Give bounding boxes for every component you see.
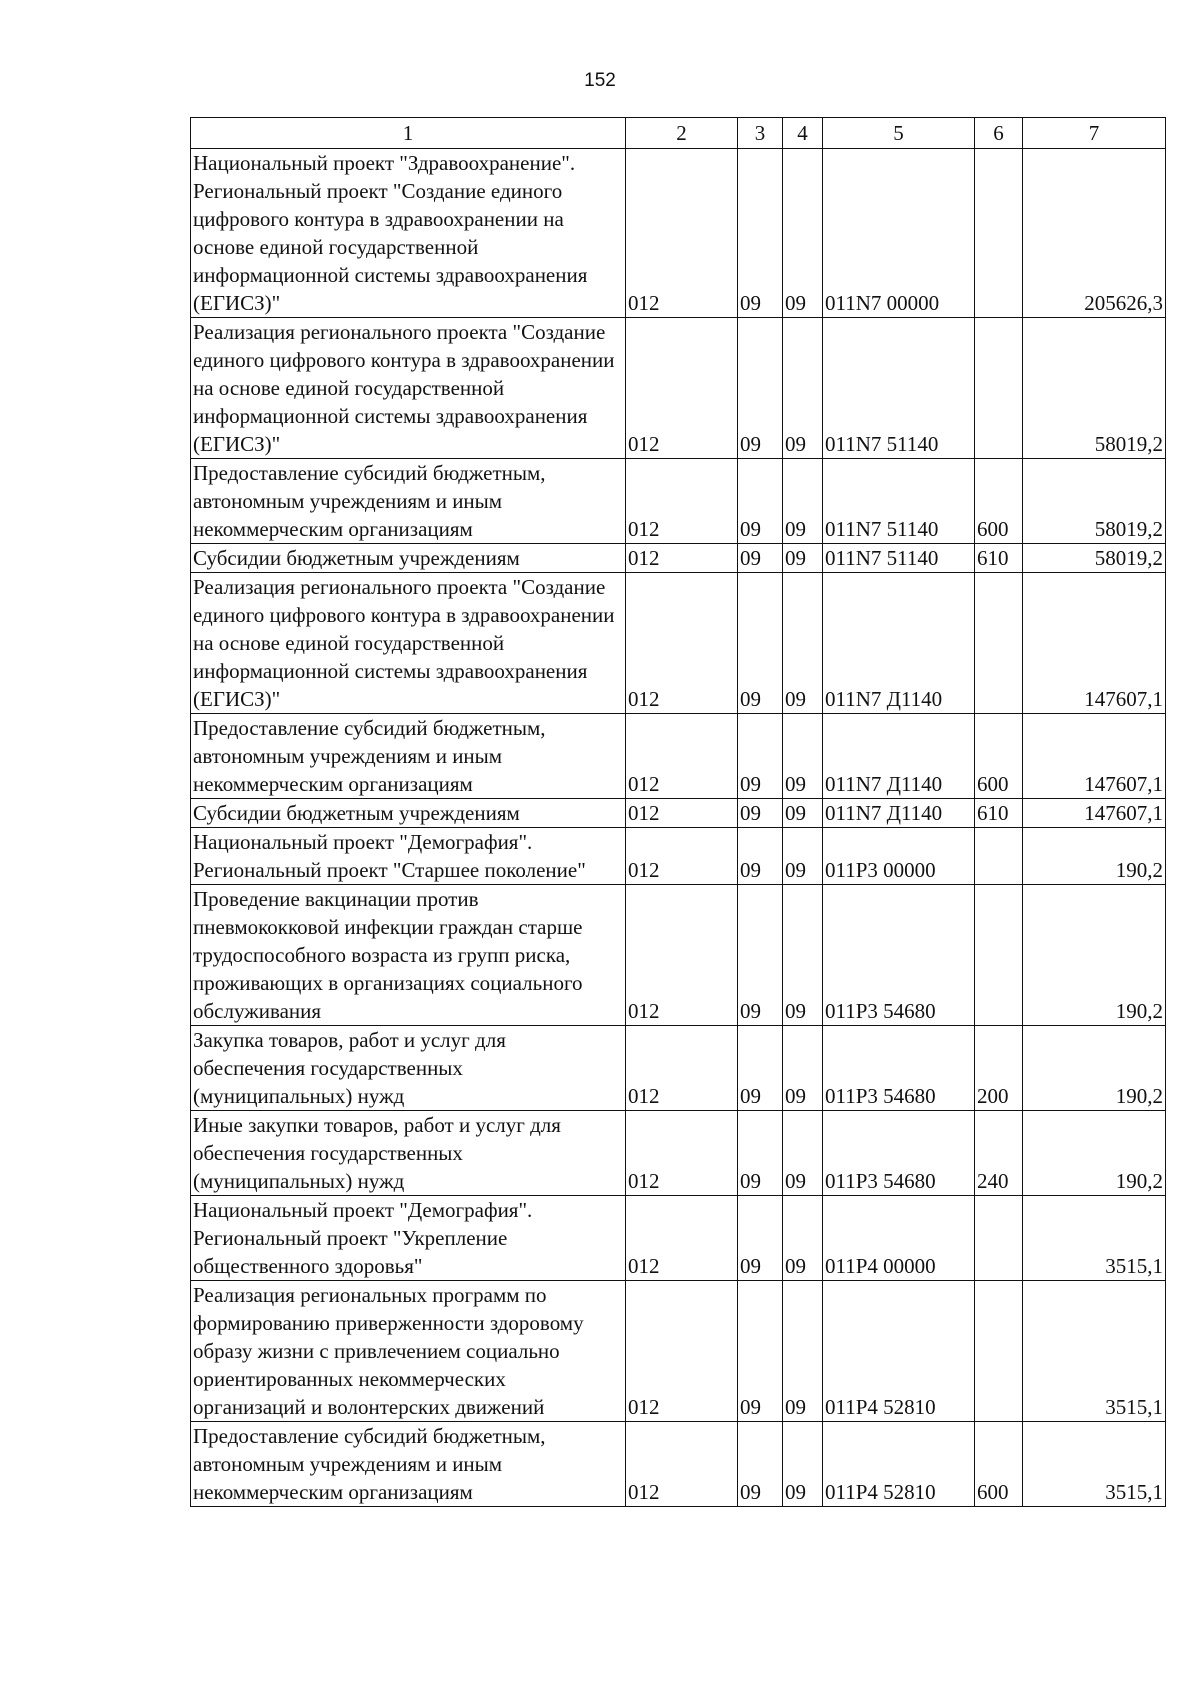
section-code-cell: 09 xyxy=(738,1111,783,1196)
column-header: 1 xyxy=(191,118,626,149)
subsection-code-cell: 09 xyxy=(783,1111,823,1196)
target-article-cell: 011P3 54680 xyxy=(823,885,975,1026)
expense-type-cell: 200 xyxy=(975,1026,1023,1111)
section-code-cell: 09 xyxy=(738,828,783,885)
row-name-cell: Реализация региональных программ по формированию приверженности здоровому образу жизни с привлечением социально ориентированных некоммерческих организаций и волонтерских движений xyxy=(191,1281,626,1422)
row-name-cell: Предоставление субсидий бюджетным, автономным учреждениям и иным некоммерческим организациям xyxy=(191,1422,626,1507)
target-article-cell: 011N7 51140 xyxy=(823,544,975,573)
expense-type-cell xyxy=(975,1196,1023,1281)
subsection-code-cell: 09 xyxy=(783,828,823,885)
target-article-cell: 011P3 54680 xyxy=(823,1026,975,1111)
section-code-cell: 09 xyxy=(738,799,783,828)
row-name-cell: Субсидии бюджетным учреждениям xyxy=(191,544,626,573)
amount-cell: 190,2 xyxy=(1023,1026,1166,1111)
ministry-code-cell: 012 xyxy=(626,1281,738,1422)
section-code-cell: 09 xyxy=(738,573,783,714)
section-code-cell: 09 xyxy=(738,459,783,544)
target-article-cell: 011N7 51140 xyxy=(823,318,975,459)
amount-cell: 190,2 xyxy=(1023,885,1166,1026)
amount-cell: 205626,3 xyxy=(1023,149,1166,318)
section-code-cell: 09 xyxy=(738,1026,783,1111)
subsection-code-cell: 09 xyxy=(783,149,823,318)
section-code-cell: 09 xyxy=(738,544,783,573)
target-article-cell: 011P4 52810 xyxy=(823,1422,975,1507)
amount-cell: 58019,2 xyxy=(1023,318,1166,459)
target-article-cell: 011P4 00000 xyxy=(823,1196,975,1281)
subsection-code-cell: 09 xyxy=(783,459,823,544)
target-article-cell: 011N7 Д1140 xyxy=(823,573,975,714)
ministry-code-cell: 012 xyxy=(626,573,738,714)
expense-type-cell xyxy=(975,1281,1023,1422)
target-article-cell: 011P3 54680 xyxy=(823,1111,975,1196)
table-row xyxy=(191,1196,1166,1281)
expense-type-cell: 610 xyxy=(975,544,1023,573)
amount-cell: 147607,1 xyxy=(1023,573,1166,714)
ministry-code-cell: 012 xyxy=(626,1196,738,1281)
amount-cell: 190,2 xyxy=(1023,1111,1166,1196)
expense-type-cell xyxy=(975,318,1023,459)
ministry-code-cell: 012 xyxy=(626,1026,738,1111)
table-row xyxy=(191,885,1166,1026)
column-header: 7 xyxy=(1023,118,1166,149)
row-name-cell: Реализация регионального проекта "Создание единого цифрового контура в здравоохранении на основе единой государственной информационной системы здравоохранения (ЕГИСЗ)" xyxy=(191,573,626,714)
column-header: 5 xyxy=(823,118,975,149)
amount-cell: 3515,1 xyxy=(1023,1422,1166,1507)
table-row xyxy=(191,544,1166,573)
subsection-code-cell: 09 xyxy=(783,714,823,799)
subsection-code-cell: 09 xyxy=(783,885,823,1026)
section-code-cell: 09 xyxy=(738,1422,783,1507)
section-code-cell: 09 xyxy=(738,318,783,459)
target-article-cell: 011N7 Д1140 xyxy=(823,799,975,828)
expense-type-cell: 600 xyxy=(975,459,1023,544)
ministry-code-cell: 012 xyxy=(626,885,738,1026)
target-article-cell: 011P3 00000 xyxy=(823,828,975,885)
amount-cell: 147607,1 xyxy=(1023,799,1166,828)
expense-type-cell xyxy=(975,885,1023,1026)
ministry-code-cell: 012 xyxy=(626,714,738,799)
column-header: 6 xyxy=(975,118,1023,149)
subsection-code-cell: 09 xyxy=(783,1196,823,1281)
subsection-code-cell: 09 xyxy=(783,799,823,828)
row-name-cell: Иные закупки товаров, работ и услуг для обеспечения государственных (муниципальных) нужд xyxy=(191,1111,626,1196)
header-row xyxy=(191,118,1166,149)
target-article-cell: 011P4 52810 xyxy=(823,1281,975,1422)
expense-type-cell xyxy=(975,573,1023,714)
table-row xyxy=(191,1111,1166,1196)
ministry-code-cell: 012 xyxy=(626,828,738,885)
expense-type-cell: 610 xyxy=(975,799,1023,828)
expense-type-cell: 600 xyxy=(975,714,1023,799)
table-row xyxy=(191,318,1166,459)
subsection-code-cell: 09 xyxy=(783,318,823,459)
table-row xyxy=(191,149,1166,318)
row-name-cell: Реализация регионального проекта "Создание единого цифрового контура в здравоохранении на основе единой государственной информационной системы здравоохранения (ЕГИСЗ)" xyxy=(191,318,626,459)
ministry-code-cell: 012 xyxy=(626,1111,738,1196)
table-row xyxy=(191,1026,1166,1111)
amount-cell: 190,2 xyxy=(1023,828,1166,885)
amount-cell: 3515,1 xyxy=(1023,1196,1166,1281)
ministry-code-cell: 012 xyxy=(626,799,738,828)
amount-cell: 58019,2 xyxy=(1023,544,1166,573)
row-name-cell: Национальный проект "Здравоохранение". Региональный проект "Создание единого цифрового контура в здравоохранении на основе единой государственной информационной системы здравоохранения (ЕГИСЗ)" xyxy=(191,149,626,318)
ministry-code-cell: 012 xyxy=(626,149,738,318)
subsection-code-cell: 09 xyxy=(783,1422,823,1507)
page-number: 152 xyxy=(584,70,616,91)
ministry-code-cell: 012 xyxy=(626,459,738,544)
column-header: 2 xyxy=(626,118,738,149)
amount-cell: 3515,1 xyxy=(1023,1281,1166,1422)
ministry-code-cell: 012 xyxy=(626,544,738,573)
ministry-code-cell: 012 xyxy=(626,1422,738,1507)
section-code-cell: 09 xyxy=(738,714,783,799)
expense-type-cell xyxy=(975,828,1023,885)
amount-cell: 58019,2 xyxy=(1023,459,1166,544)
table-row xyxy=(191,459,1166,544)
section-code-cell: 09 xyxy=(738,1281,783,1422)
row-name-cell: Национальный проект "Демография". Региональный проект "Укрепление общественного здоровья" xyxy=(191,1196,626,1281)
row-name-cell: Закупка товаров, работ и услуг для обеспечения государственных (муниципальных) нужд xyxy=(191,1026,626,1111)
subsection-code-cell: 09 xyxy=(783,544,823,573)
target-article-cell: 011N7 51140 xyxy=(823,459,975,544)
target-article-cell: 011N7 00000 xyxy=(823,149,975,318)
amount-cell: 147607,1 xyxy=(1023,714,1166,799)
table-body xyxy=(191,149,1166,1507)
row-name-cell: Проведение вакцинации против пневмококковой инфекции граждан старше трудоспособного возраста из групп риска, проживающих в организациях социального обслуживания xyxy=(191,885,626,1026)
subsection-code-cell: 09 xyxy=(783,1281,823,1422)
section-code-cell: 09 xyxy=(738,885,783,1026)
row-name-cell: Субсидии бюджетным учреждениям xyxy=(191,799,626,828)
table-row xyxy=(191,1422,1166,1507)
row-name-cell: Предоставление субсидий бюджетным, автономным учреждениям и иным некоммерческим организациям xyxy=(191,714,626,799)
column-header: 3 xyxy=(738,118,783,149)
row-name-cell: Предоставление субсидий бюджетным, автономным учреждениям и иным некоммерческим организациям xyxy=(191,459,626,544)
table-row xyxy=(191,573,1166,714)
budget-table xyxy=(190,117,1166,1507)
expense-type-cell: 600 xyxy=(975,1422,1023,1507)
target-article-cell: 011N7 Д1140 xyxy=(823,714,975,799)
expense-type-cell xyxy=(975,149,1023,318)
section-code-cell: 09 xyxy=(738,1196,783,1281)
table-row xyxy=(191,828,1166,885)
column-header: 4 xyxy=(783,118,823,149)
section-code-cell: 09 xyxy=(738,149,783,318)
table-row xyxy=(191,714,1166,799)
expense-type-cell: 240 xyxy=(975,1111,1023,1196)
table-row xyxy=(191,1281,1166,1422)
subsection-code-cell: 09 xyxy=(783,1026,823,1111)
subsection-code-cell: 09 xyxy=(783,573,823,714)
row-name-cell: Национальный проект "Демография". Региональный проект "Старшее поколение" xyxy=(191,828,626,885)
ministry-code-cell: 012 xyxy=(626,318,738,459)
table-row xyxy=(191,799,1166,828)
